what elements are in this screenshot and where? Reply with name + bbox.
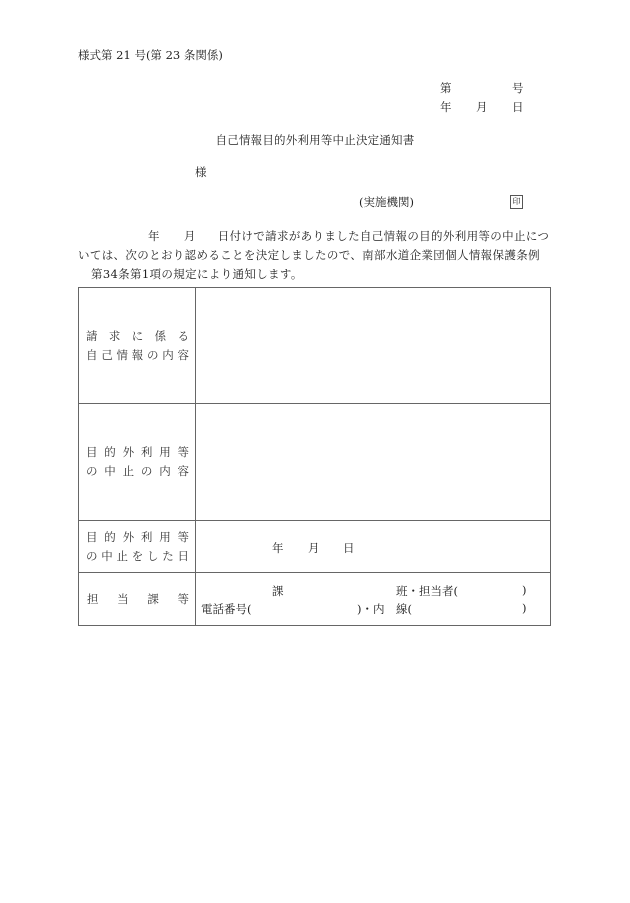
label-suspension-content — [79, 404, 196, 521]
suspension-date-month: 月 — [308, 540, 320, 555]
label-line: の 中 止 の 内 容 — [86, 464, 189, 478]
label-line: 目 的 外 利 用 等 — [86, 445, 189, 459]
close-paren-2: ) — [522, 601, 527, 615]
table-row-suspension-date — [79, 521, 551, 573]
value-suspension-content[interactable] — [196, 404, 551, 521]
label-line: 請 求 に 係 る — [86, 328, 189, 343]
body-line-1 — [78, 229, 549, 243]
issue-date-month: 月 — [476, 100, 488, 114]
doc-number-suffix: 号 — [512, 81, 524, 95]
issuer-label: (実施機関) — [359, 195, 414, 209]
doc-number-prefix: 第 — [440, 81, 452, 95]
label-line: 自 己 情 報 の 内 容 — [86, 347, 189, 362]
staff-info — [196, 573, 550, 625]
label-suspension-date — [79, 521, 196, 573]
body-month: 月 — [183, 229, 196, 243]
body-text-1: 日付けで請求がありました自己情報の目的外利用等の中止につ — [217, 229, 550, 243]
label-line: の 中 止 を し た 日 — [86, 548, 189, 563]
section-label: 課 — [272, 584, 284, 598]
table-row-department — [79, 573, 551, 626]
addressee-suffix: 様 — [195, 165, 207, 179]
document-title: 自己情報目的外利用等中止決定通知書 — [215, 133, 415, 147]
body-line-2: いては、次のとおり認めることを決定しましたので、南部水道企業団個人情報保護条例 — [78, 248, 540, 262]
label-department — [79, 573, 196, 626]
team-person-label: 班・担当者( — [396, 584, 458, 598]
extension-label: )・内 線( — [357, 602, 412, 616]
form-number: 様式第 21 号(第 23 条関係) — [78, 48, 223, 62]
label-line: 担 当 課 等 — [87, 591, 189, 606]
table-row-requested-info — [79, 288, 551, 404]
value-requested-info[interactable] — [196, 288, 551, 404]
table-row-suspension-content — [79, 404, 551, 521]
notice-table — [78, 287, 551, 626]
value-department[interactable] — [196, 573, 551, 626]
close-paren-1: ) — [522, 583, 527, 597]
issue-date-day: 日 — [512, 100, 524, 114]
body-line-3: 第34条第1項の規定により通知します。 — [91, 267, 303, 281]
body-year: 年 — [148, 229, 160, 243]
suspension-date-day: 日 — [343, 540, 355, 555]
phone-label: 電話番号( — [201, 602, 252, 616]
issue-date-year: 年 — [440, 100, 452, 114]
label-requested-info — [79, 288, 196, 404]
seal-mark-icon: 印 — [510, 195, 523, 209]
value-suspension-date[interactable] — [196, 521, 551, 573]
label-line: 目 的 外 利 用 等 — [86, 529, 189, 544]
suspension-date-year: 年 — [272, 540, 284, 555]
